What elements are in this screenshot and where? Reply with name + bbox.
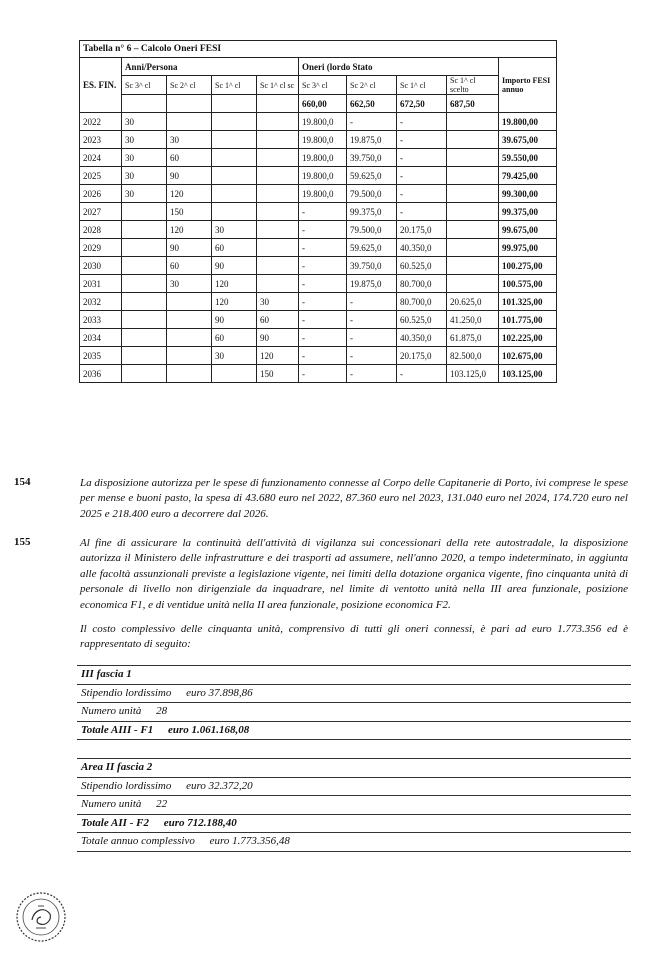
cost-label: Totale AIII - F1 xyxy=(81,723,154,736)
table-cell: 30 xyxy=(122,185,167,203)
total-cell: 39.675,00 xyxy=(499,131,557,149)
year-cell: 2022 xyxy=(80,113,122,131)
cost-label: Stipendio lordissimo xyxy=(81,779,172,792)
table-cell: - xyxy=(397,113,447,131)
table-cell: 150 xyxy=(257,365,299,383)
table-cell: - xyxy=(347,329,397,347)
sub-header: Sc 3^ cl xyxy=(122,76,167,95)
table-cell xyxy=(257,203,299,221)
table-cell: 61.875,0 xyxy=(447,329,499,347)
year-cell: 2028 xyxy=(80,221,122,239)
sub-header: Sc 3^ cl xyxy=(299,76,347,95)
table-cell: - xyxy=(397,149,447,167)
total-cell: 103.125,00 xyxy=(499,365,557,383)
table-cell xyxy=(212,149,257,167)
table-row xyxy=(80,203,557,221)
table-cell xyxy=(167,347,212,365)
table-cell: 120 xyxy=(167,185,212,203)
cost-label: Numero unità xyxy=(81,705,142,718)
year-cell: 2033 xyxy=(80,311,122,329)
table-cell: 90 xyxy=(212,311,257,329)
total-cell: 102.675,00 xyxy=(499,347,557,365)
table-cell: 79.500,0 xyxy=(347,185,397,203)
table-row xyxy=(80,311,557,329)
table-row xyxy=(80,329,557,347)
col-importo: Importo FESI annuo xyxy=(499,58,557,113)
total-cell: 99.675,00 xyxy=(499,221,557,239)
table-cell xyxy=(122,257,167,275)
table-cell: 30 xyxy=(122,131,167,149)
cost-value: euro 712.188,40 xyxy=(163,816,237,829)
year-cell: 2035 xyxy=(80,347,122,365)
total-cell: 100.275,00 xyxy=(499,257,557,275)
cost-label: III fascia 1 xyxy=(81,668,132,680)
table-cell: 19.800,0 xyxy=(299,131,347,149)
table-row xyxy=(80,257,557,275)
year-cell: 2031 xyxy=(80,275,122,293)
year-cell: 2026 xyxy=(80,185,122,203)
table-cell xyxy=(167,365,212,383)
table-cell: 30 xyxy=(167,131,212,149)
table-row xyxy=(80,347,557,365)
cost-row xyxy=(77,814,631,833)
table-row xyxy=(80,293,557,311)
table-cell xyxy=(122,311,167,329)
sub-header: Sc 2^ cl xyxy=(347,76,397,95)
table-cell xyxy=(122,347,167,365)
cost-row xyxy=(77,777,631,796)
table-row xyxy=(80,221,557,239)
year-cell: 2027 xyxy=(80,203,122,221)
table-cell xyxy=(447,221,499,239)
table-cell: 20.175,0 xyxy=(397,347,447,365)
table-cell xyxy=(167,329,212,347)
table-cell xyxy=(447,131,499,149)
table-cell xyxy=(122,329,167,347)
table-cell xyxy=(447,257,499,275)
cost-row xyxy=(77,684,631,703)
table-cell: 90 xyxy=(212,257,257,275)
table-cell: - xyxy=(347,347,397,365)
total-cell: 59.550,00 xyxy=(499,149,557,167)
unit-cost: 662,50 xyxy=(347,95,397,113)
table-cell: 120 xyxy=(212,293,257,311)
table-cell xyxy=(212,365,257,383)
table-cell: 60.525,0 xyxy=(397,257,447,275)
table-cell xyxy=(257,257,299,275)
table-cell: 80.700,0 xyxy=(397,275,447,293)
table-cell xyxy=(257,239,299,257)
table-cell xyxy=(257,185,299,203)
table-cell: 20.625,0 xyxy=(447,293,499,311)
cost-label: Totale annuo complessivo xyxy=(81,835,195,848)
table-cell: - xyxy=(347,113,397,131)
total-cell: 19.800,00 xyxy=(499,113,557,131)
table-row xyxy=(80,113,557,131)
table-cell xyxy=(167,311,212,329)
table-cell: 60 xyxy=(167,257,212,275)
table-cell: 103.125,0 xyxy=(447,365,499,383)
table-cell: 39.750,0 xyxy=(347,257,397,275)
table-cell xyxy=(447,275,499,293)
table-cell: 30 xyxy=(212,221,257,239)
year-cell: 2030 xyxy=(80,257,122,275)
table-cell xyxy=(167,113,212,131)
paragraph-number: 154 xyxy=(14,476,31,488)
year-cell: 2036 xyxy=(80,365,122,383)
table-row xyxy=(80,365,557,383)
table-cell: 30 xyxy=(122,149,167,167)
table-cell: - xyxy=(397,167,447,185)
paragraph-number: 155 xyxy=(14,536,31,548)
table-cell xyxy=(257,167,299,185)
table-cell xyxy=(257,221,299,239)
sub-header: Sc 1^ cl xyxy=(212,76,257,95)
table-cell: 59.625,0 xyxy=(347,167,397,185)
table-cell: 60 xyxy=(212,239,257,257)
total-cell: 101.325,00 xyxy=(499,293,557,311)
table-cell: 19.800,0 xyxy=(299,185,347,203)
total-cell: 79.425,00 xyxy=(499,167,557,185)
cost-value: euro 1.061.168,08 xyxy=(167,723,250,736)
official-seal-stamp xyxy=(14,890,68,944)
table-cell: 30 xyxy=(122,113,167,131)
cost-row xyxy=(77,702,631,721)
table-cell: 79.500,0 xyxy=(347,221,397,239)
table-cell: 60 xyxy=(212,329,257,347)
table-row xyxy=(80,185,557,203)
total-cell: 102.225,00 xyxy=(499,329,557,347)
year-cell: 2032 xyxy=(80,293,122,311)
table-cell: 39.750,0 xyxy=(347,149,397,167)
table-cell xyxy=(447,149,499,167)
table-cell: - xyxy=(347,293,397,311)
table-cell: 19.800,0 xyxy=(299,113,347,131)
cost-value: euro 1.773.356,48 xyxy=(209,835,290,848)
group-anni-persona: Anni/Persona xyxy=(122,58,299,76)
table-cell xyxy=(122,293,167,311)
cost-value: 28 xyxy=(156,705,168,718)
unit-cost: 687,50 xyxy=(447,95,499,113)
table-cell xyxy=(257,149,299,167)
table-cell: - xyxy=(347,311,397,329)
table-cell: - xyxy=(299,203,347,221)
table-cell: 19.875,0 xyxy=(347,275,397,293)
cost-value: 22 xyxy=(156,798,168,811)
cost-value: euro 32.372,20 xyxy=(186,779,253,792)
table-cell: - xyxy=(299,293,347,311)
table-cell: 40.350,0 xyxy=(397,239,447,257)
table-cell xyxy=(257,275,299,293)
table-cell xyxy=(447,113,499,131)
table-cell xyxy=(122,365,167,383)
total-cell: 99.375,00 xyxy=(499,203,557,221)
table-cell: 30 xyxy=(122,167,167,185)
table-cell: - xyxy=(397,203,447,221)
sub-header: Sc 1^ cl sc xyxy=(257,76,299,95)
table-cell: 40.350,0 xyxy=(397,329,447,347)
table-row xyxy=(80,131,557,149)
table-cell: 60 xyxy=(257,311,299,329)
table-cell: 41.250,0 xyxy=(447,311,499,329)
cost-row xyxy=(77,665,631,684)
total-cell: 100.575,00 xyxy=(499,275,557,293)
table-cell xyxy=(122,239,167,257)
table-row xyxy=(80,149,557,167)
table-cell: - xyxy=(299,311,347,329)
cost-label: Area II fascia 2 xyxy=(81,760,153,773)
table-cell: - xyxy=(347,365,397,383)
paragraph-155-cost-intro: Il costo complessivo delle cinquanta unità, comprensivo di tutti gli oneri connessi, è pari ad euro 1.773.356 ed è rappresentato di seguito: xyxy=(80,623,628,651)
cost-row xyxy=(77,721,631,740)
sub-header: Sc 1^ cl xyxy=(397,76,447,95)
table-cell xyxy=(447,203,499,221)
table-cell: 150 xyxy=(167,203,212,221)
table-cell xyxy=(212,167,257,185)
table-cell: 59.625,0 xyxy=(347,239,397,257)
cost-label: Numero unità xyxy=(81,798,142,811)
table-cell: - xyxy=(299,329,347,347)
personnel-cost-table xyxy=(77,665,631,852)
table-cell: 60.525,0 xyxy=(397,311,447,329)
table-cell: - xyxy=(299,365,347,383)
group-oneri: Oneri (lordo Stato xyxy=(299,58,499,76)
table-cell: - xyxy=(397,185,447,203)
table-cell: - xyxy=(299,347,347,365)
table-cell xyxy=(167,293,212,311)
table-cell: - xyxy=(299,221,347,239)
cost-row xyxy=(77,832,631,852)
table-cell xyxy=(212,113,257,131)
table-cell xyxy=(122,203,167,221)
table-cell xyxy=(212,131,257,149)
unit-cost: 672,50 xyxy=(397,95,447,113)
table-cell xyxy=(447,239,499,257)
sub-header: Sc 2^ cl xyxy=(167,76,212,95)
table-cell: - xyxy=(299,257,347,275)
fesi-cost-table xyxy=(79,40,557,383)
col-es-fin: ES. FIN. xyxy=(80,58,122,113)
table-cell xyxy=(447,167,499,185)
table-cell: 19.800,0 xyxy=(299,149,347,167)
table-cell: - xyxy=(299,239,347,257)
year-cell: 2034 xyxy=(80,329,122,347)
table-cell: - xyxy=(397,365,447,383)
table-caption: Tabella n° 6 – Calcolo Oneri FESI xyxy=(80,41,557,58)
table-cell xyxy=(212,185,257,203)
table-cell xyxy=(122,221,167,239)
table-cell: 19.875,0 xyxy=(347,131,397,149)
table-cell: 30 xyxy=(257,293,299,311)
table-cell: 30 xyxy=(167,275,212,293)
year-cell: 2025 xyxy=(80,167,122,185)
unit-cost: 660,00 xyxy=(299,95,347,113)
table-cell: 90 xyxy=(167,167,212,185)
table-row xyxy=(80,239,557,257)
table-cell: 99.375,0 xyxy=(347,203,397,221)
paragraph-154: La disposizione autorizza per le spese di funzionamento connesse al Corpo delle Capitanerie di Porto, ivi comprese le spese per mense e buoni pasto, la spesa di 43.680 euro nel 2022, 87.360 euro nel 2023, 131.040 euro nel 2024, 174.720 euro nel 2025 e 218.400 euro a decorrere dal 2026. xyxy=(80,477,628,520)
table-cell: - xyxy=(299,275,347,293)
total-cell: 99.300,00 xyxy=(499,185,557,203)
table-cell: 90 xyxy=(167,239,212,257)
table-cell xyxy=(122,275,167,293)
cost-value: euro 37.898,86 xyxy=(186,686,253,699)
table-cell: 120 xyxy=(257,347,299,365)
table-cell: 20.175,0 xyxy=(397,221,447,239)
total-cell: 101.775,00 xyxy=(499,311,557,329)
table-cell: 30 xyxy=(212,347,257,365)
table-cell: 120 xyxy=(212,275,257,293)
table-cell xyxy=(447,185,499,203)
table-cell: 80.700,0 xyxy=(397,293,447,311)
table-row xyxy=(80,167,557,185)
year-cell: 2023 xyxy=(80,131,122,149)
cost-label: Totale AII - F2 xyxy=(81,816,149,829)
table-cell: 120 xyxy=(167,221,212,239)
table-cell: - xyxy=(397,131,447,149)
table-cell: 82.500,0 xyxy=(447,347,499,365)
cost-row-spacer xyxy=(77,739,631,758)
year-cell: 2029 xyxy=(80,239,122,257)
cost-label: Stipendio lordissimo xyxy=(81,686,172,699)
cost-row xyxy=(77,795,631,814)
table-cell xyxy=(212,203,257,221)
total-cell: 99.975,00 xyxy=(499,239,557,257)
table-cell: 90 xyxy=(257,329,299,347)
year-cell: 2024 xyxy=(80,149,122,167)
table-cell xyxy=(257,113,299,131)
cost-row xyxy=(77,758,631,777)
table-cell xyxy=(257,131,299,149)
table-cell: 60 xyxy=(167,149,212,167)
table-row xyxy=(80,275,557,293)
paragraph-155: Al fine di assicurare la continuità dell'attività di vigilanza sui concessionari della rete autostradale, la disposizione autorizza il Ministero delle infrastrutture e dei trasporti ad assumere, nell'anno 2020, a tempo indeterminato, in aggiunta alle facoltà assunzionali previste a legislazione vigente, nei limiti della dotazione organica vigente, fino cinquanta unità di personale di livello non dirigenziale da inquadrare, nel limite di ventotto unità nella III area funzionale, posizione economica F1, e di ventidue unità nella II area funzionale, posizione economica F2. xyxy=(80,537,628,611)
table-cell: 19.800,0 xyxy=(299,167,347,185)
sub-header: Sc 1^ cl scelto xyxy=(447,76,499,95)
